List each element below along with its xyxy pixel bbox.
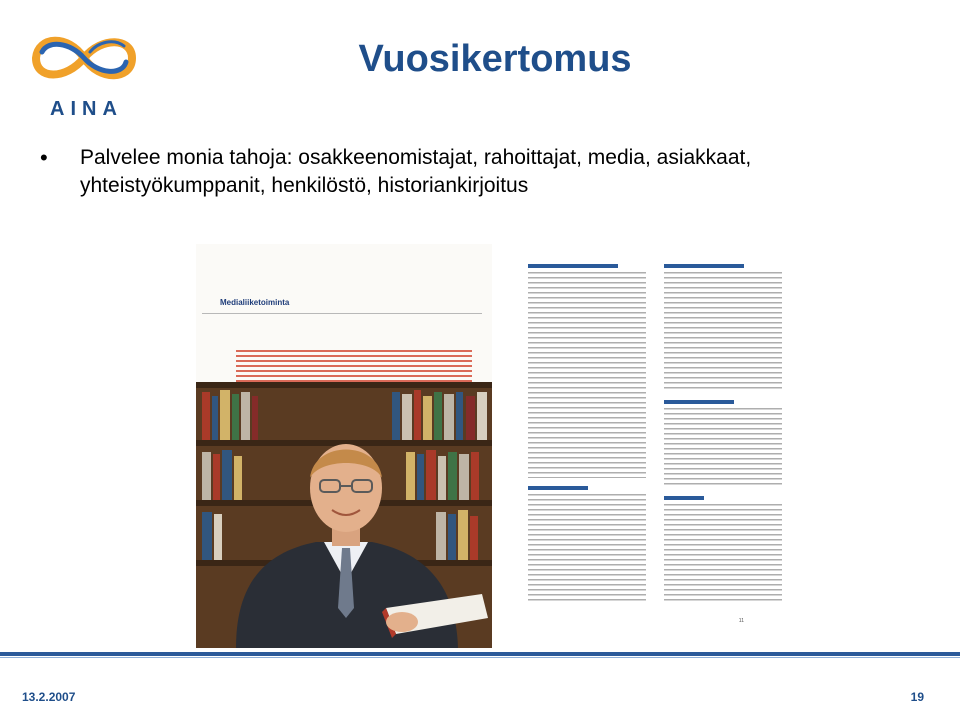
aina-infinity-logo-icon <box>28 28 140 98</box>
footer-page-number: 19 <box>910 690 924 704</box>
intro-quote-text-block <box>236 350 472 386</box>
text-column-left-bottom <box>528 494 646 604</box>
text-column-left-top <box>528 272 646 478</box>
bullet-text: Palvelee monia tahoja: osakkeenomistajat, rahoittajat, media, asiakkaat, yhteistyökumppanit, henkilöstö, historiankirjoitus <box>80 146 752 197</box>
logo-text: AINA <box>50 98 123 120</box>
portrait-illustration <box>196 382 492 648</box>
footer-bar <box>0 652 960 656</box>
column-heading-4 <box>664 400 734 404</box>
text-column-right-bottom <box>664 504 782 604</box>
column-heading-5 <box>664 496 704 500</box>
spread-heading: Medialiiketoiminta <box>220 298 290 307</box>
text-column-right-middle <box>664 408 782 488</box>
bullet-dot-icon: • <box>40 145 48 170</box>
report-page-number: 11 <box>738 618 744 624</box>
text-column-right-top <box>664 272 782 392</box>
column-heading-2 <box>528 486 588 490</box>
report-right-page <box>514 244 800 636</box>
executive-portrait-photo <box>196 382 492 648</box>
footer-date: 13.2.2007 <box>22 690 76 704</box>
slide-title: Vuosikertomus <box>358 38 632 80</box>
annual-report-spread-image <box>196 244 800 652</box>
footer-bar-accent <box>0 657 960 658</box>
column-heading-3 <box>664 264 744 268</box>
aina-logo <box>28 28 140 120</box>
spread-heading-rule <box>202 313 482 314</box>
report-left-page <box>196 244 492 648</box>
column-heading-1 <box>528 264 618 268</box>
